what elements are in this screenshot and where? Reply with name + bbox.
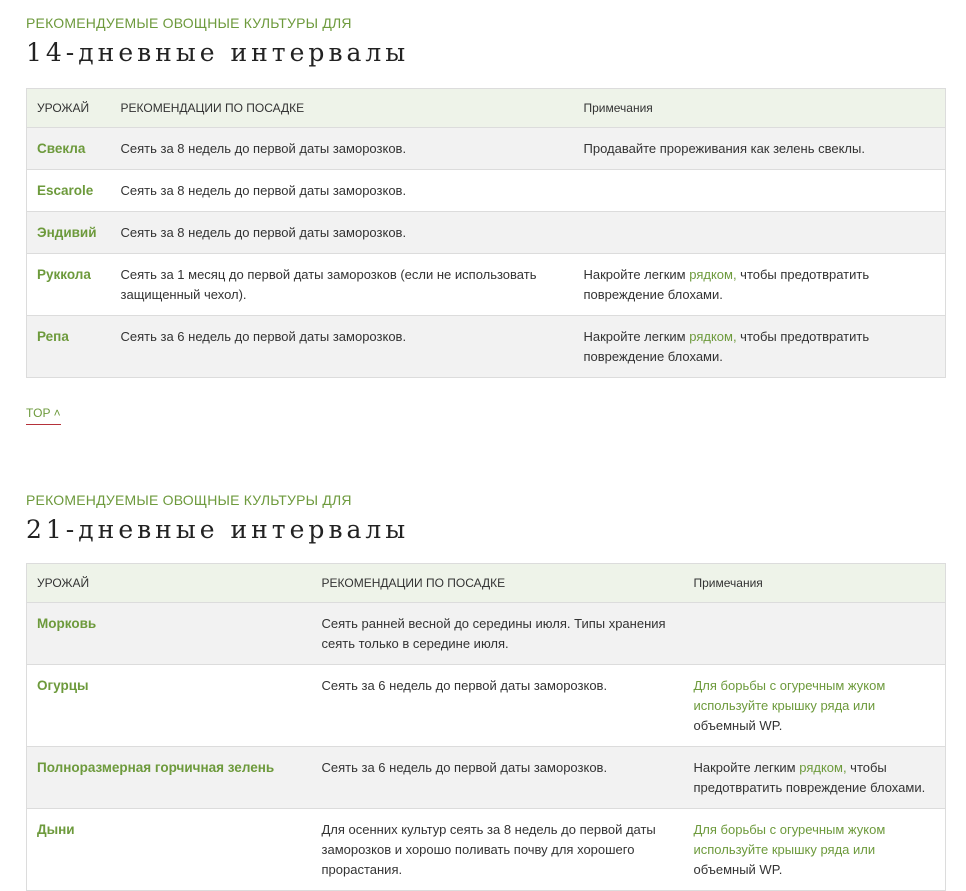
notes-pre: Накройте легким: [583, 329, 690, 344]
planting-text: Сеять за 8 недель до первой даты заморозков.: [111, 128, 574, 170]
crop-name: Свекла: [27, 128, 111, 170]
col-header-notes: Примечания: [684, 564, 946, 603]
table-row: [27, 170, 946, 212]
row-cover-link[interactable]: рядком,: [799, 760, 847, 775]
table-row: [27, 809, 946, 891]
planting-text: Сеять за 6 недель до первой даты заморозков.: [111, 316, 574, 378]
col-header-notes: Примечания: [574, 89, 946, 128]
crop-name: Дыни: [27, 809, 312, 891]
section-14-day: [26, 0, 946, 425]
row-cover-link[interactable]: рядком,: [689, 329, 737, 344]
crop-name: Полноразмерная горчичная зелень: [27, 747, 312, 809]
notes-text: [684, 603, 946, 665]
planting-text: Сеять ранней весной до середины июля. Типы хранения сеять только в середине июля.: [312, 603, 684, 665]
notes-text: [684, 809, 946, 891]
back-to-top-link[interactable]: TOP ˄: [26, 406, 61, 425]
table-row: [27, 747, 946, 809]
section-title: 21-дневные интервалы: [26, 515, 410, 544]
notes-text: [574, 212, 946, 254]
planting-text: Сеять за 6 недель до первой даты заморозков.: [312, 665, 684, 747]
section-title: 14-дневные интервалы: [26, 38, 410, 67]
table-row: [27, 316, 946, 378]
col-header-crop: УРОЖАЙ: [27, 564, 312, 603]
notes-text: [574, 170, 946, 212]
planting-text: Сеять за 8 недель до первой даты заморозков.: [111, 212, 574, 254]
table-row: [27, 212, 946, 254]
table-header-row: [27, 564, 946, 603]
section-kicker: РЕКОМЕНДУЕМЫЕ ОВОЩНЫЕ КУЛЬТУРЫ ДЛЯ: [26, 15, 352, 31]
notes-pre: Накройте легким: [583, 267, 690, 282]
notes-pre: Накройте легким: [693, 760, 800, 775]
crop-name: Репа: [27, 316, 111, 378]
table-row: [27, 665, 946, 747]
notes-post: объемный WP.: [693, 862, 783, 877]
crop-name: Огурцы: [27, 665, 312, 747]
col-header-planting: РЕКОМЕНДАЦИИ ПО ПОСАДКЕ: [312, 564, 684, 603]
section-21-day: [26, 425, 946, 891]
planting-text: Для осенних культур сеять за 8 недель до первой даты заморозков и хорошо поливать почву для хорошего прорастания.: [312, 809, 684, 891]
notes-text: [574, 316, 946, 378]
planting-text: Сеять за 1 месяц до первой даты заморозков (если не использовать защищенный чехол).: [111, 254, 574, 316]
notes-text: [574, 254, 946, 316]
notes-post: чтобы предотвратить повреждение блохами.: [583, 267, 870, 302]
crop-name: Руккола: [27, 254, 111, 316]
notes-text: [684, 747, 946, 809]
notes-text: Продавайте прореживания как зелень свеклы.: [574, 128, 946, 170]
planting-text: Сеять за 8 недель до первой даты заморозков.: [111, 170, 574, 212]
notes-post: объемный WP.: [693, 718, 783, 733]
crop-name: Эндивий: [27, 212, 111, 254]
row-cover-link[interactable]: Для борьбы с огуречным жуком используйте крышку ряда или: [693, 678, 886, 713]
col-header-planting: РЕКОМЕНДАЦИИ ПО ПОСАДКЕ: [111, 89, 574, 128]
crop-name: Морковь: [27, 603, 312, 665]
crops-table-21: [26, 563, 946, 891]
col-header-crop: УРОЖАЙ: [27, 89, 111, 128]
notes-post: чтобы предотвратить повреждение блохами.: [693, 760, 926, 795]
row-cover-link[interactable]: рядком,: [689, 267, 737, 282]
table-row: [27, 128, 946, 170]
table-header-row: [27, 89, 946, 128]
notes-text: [684, 665, 946, 747]
crops-table-14: [26, 88, 946, 378]
crop-name: Escarole: [27, 170, 111, 212]
section-kicker: РЕКОМЕНДУЕМЫЕ ОВОЩНЫЕ КУЛЬТУРЫ ДЛЯ: [26, 492, 352, 508]
notes-post: чтобы предотвратить повреждение блохами.: [583, 329, 870, 364]
table-row: [27, 254, 946, 316]
row-cover-link[interactable]: Для борьбы с огуречным жуком используйте крышку ряда или: [693, 822, 886, 857]
planting-text: Сеять за 6 недель до первой даты заморозков.: [312, 747, 684, 809]
table-row: [27, 603, 946, 665]
